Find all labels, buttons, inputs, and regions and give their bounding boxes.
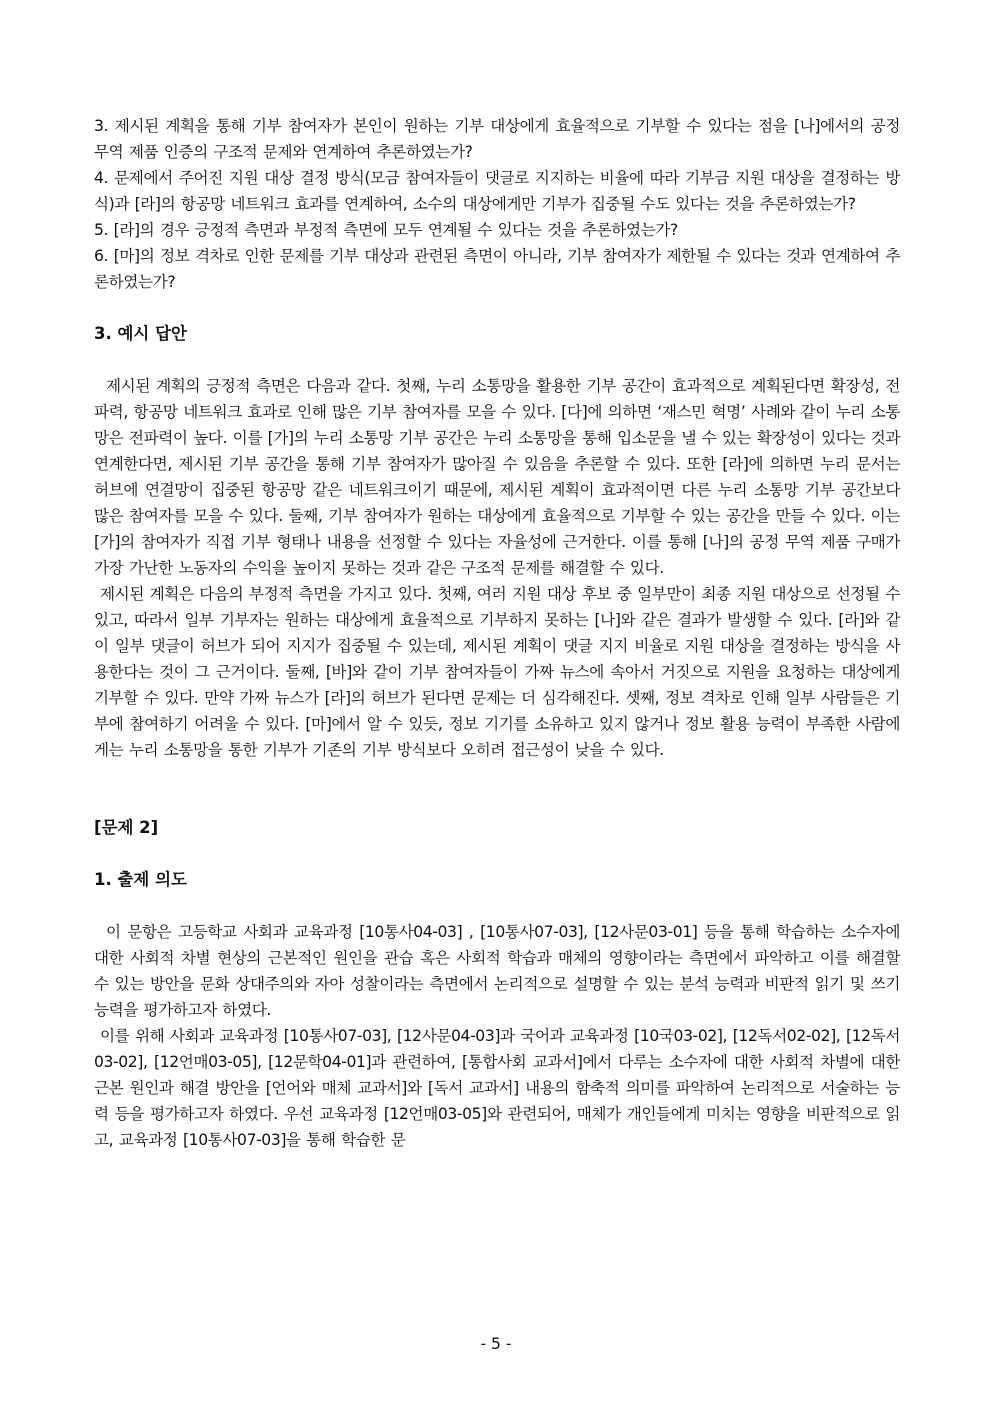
spacer [94, 295, 900, 321]
example-answer-paragraph-negative: 제시된 계획은 다음의 부정적 측면을 가지고 있다. 첫째, 여러 지원 대상 후보 중 일부만이 최종 지원 대상으로 선정될 수 있고, 따라서 일부 기부자는 원하는 대상에게 효율적으로 기부하지 못하는 [나]와 같은 결과가 발생할 수 있다. [라]와 같이 일부 댓글이 허브가 되어 지지가 집중될 수 있는데, 제시된 계획이 댓글 지지 비율로 지원 대상을 결정하는 방식을 사용한다는 것이 그 근거이다. 둘째, [바]와 같이 기부 참여자들이 가짜 뉴스에 속아서 거짓으로 지원을 요청하는 대상에게 기부할 수 있다. 만약 가짜 뉴스가 [라]의 허브가 된다면 문제는 더 심각해진다. 셋째, 정보 격차로 인해 일부 사람들은 기부에 참여하기 어려울 수 있다. [마]에서 알 수 있듯, 정보 기기를 소유하고 있지 않거나 정보 활용 능력이 부족한 사람에게는 누리 소통망을 통한 기부가 기존의 기부 방식보다 오히려 접근성이 낮을 수 있다. [94, 585, 900, 759]
section-heading-example-answer: 3. 예시 답안 [94, 324, 187, 343]
section-heading-intent: 1. 출제 의도 [94, 870, 187, 889]
criterion-5: 5. [라]의 경우 긍정적 측면과 부정적 측면에 모두 연계될 수 있다는 것을 추론하였는가? [94, 221, 678, 239]
example-answer-paragraph-positive: 제시된 계획의 긍정적 측면은 다음과 같다. 첫째, 누리 소통망을 활용한 기부 공간이 효과적으로 계획된다면 확장성, 전파력, 항공망 네트워크 효과로 인해 많은 기부 참여자를 모을 수 있다. [다]에 의하면 ‘재스민 혁명’ 사례와 같이 누리 소통망은 전파력이 높다. 이를 [가]의 누리 소통망 기부 공간은 누리 소통망을 통해 입소문을 낼 수 있는 확장성이 있다는 것과 연계한다면, 제시된 기부 공간을 통해 기부 참여자가 많아질 수 있음을 추론할 수 있다. 또한 [라]에 의하면 누리 문서는 허브에 연결망이 집중된 항공망 같은 네트워크이기 때문에, 제시된 계획이 효과적이면 다른 누리 소통망 기부 공간보다 많은 참여자를 모을 수 있다. 둘째, 기부 참여자가 원하는 대상에게 효율적으로 기부할 수 있는 공간을 만들 수 있다. 이는 [가]의 참여자가 직접 기부 형태나 내용을 선정할 수 있다는 자율성에 근거한다. 이를 통해 [나]의 공정 무역 제품 구매가 가장 가난한 노동자의 수익을 높이지 못하는 것과 같은 구조적 문제를 해결할 수 있다. [94, 377, 900, 577]
criterion-6: 6. [마]의 정보 격차로 인한 문제를 기부 대상과 관련된 측면이 아니라, 기부 참여자가 제한될 수 있다는 것과 연계하여 추론하였는가? [94, 247, 900, 291]
page-number: - 5 - [480, 1335, 512, 1353]
intent-paragraph-2: 이를 위해 사회과 교육과정 [10통사07-03], [12사문04-03]과 국어과 교육과정 [10국03-02], [12독서02-02], [12독서03-02], [12언매03-05], [12문학04-01]과 관련하여, [통합사회 교과서]에서 다루는 소수자에 대한 사회적 차별에 대한 근본 원인과 해결 방안을 [언어와 매체 교과서]와 [독서 교과서] 내용의 함축적 의미를 파악하여 논리적으로 서술하는 능력 등을 평가하고자 하였다. 우선 교육과정 [12언매03-05]와 관련되어, 매체가 개인들에게 미치는 영향을 비판적으로 읽고, 교육과정 [10통사07-03]을 통해 학습한 문 [94, 1027, 900, 1149]
spacer [94, 347, 900, 373]
page-content [94, 113, 900, 1153]
criterion-3: 3. 제시된 계획을 통해 기부 참여자가 본인이 원하는 기부 대상에게 효율적으로 기부할 수 있다는 점을 [나]에서의 공정 무역 제품 인증의 구조적 문제와 연계하여 추론하였는가? [94, 117, 900, 161]
spacer [94, 893, 900, 919]
spacer [94, 763, 900, 815]
problem-2-label: [문제 2] [94, 818, 159, 837]
criterion-4: 4. 문제에서 주어진 지원 대상 결정 방식(모금 참여자들이 댓글로 지지하는 비율에 따라 기부금 지원 대상을 결정하는 방식)과 [라]의 항공망 네트워크 효과를 연계하여, 소수의 대상에게만 기부가 집중될 수도 있다는 것을 추론하였는가? [94, 169, 900, 213]
spacer [94, 841, 900, 867]
intent-paragraph-1: 이 문항은 고등학교 사회과 교육과정 [10통사04-03] , [10통사07-03], [12사문03-01] 등을 통해 학습하는 소수자에 대한 사회적 차별 현상의 근본적인 원인을 관습 혹은 사회적 학습과 매체의 영향이라는 측면에서 파악하고 이를 해결할 수 있는 방안을 문화 상대주의와 자아 성찰이라는 측면에서 논리적으로 설명할 수 있는 분석 능력과 비판적 읽기 및 쓰기 능력을 평가하고자 하였다. [94, 923, 900, 1019]
